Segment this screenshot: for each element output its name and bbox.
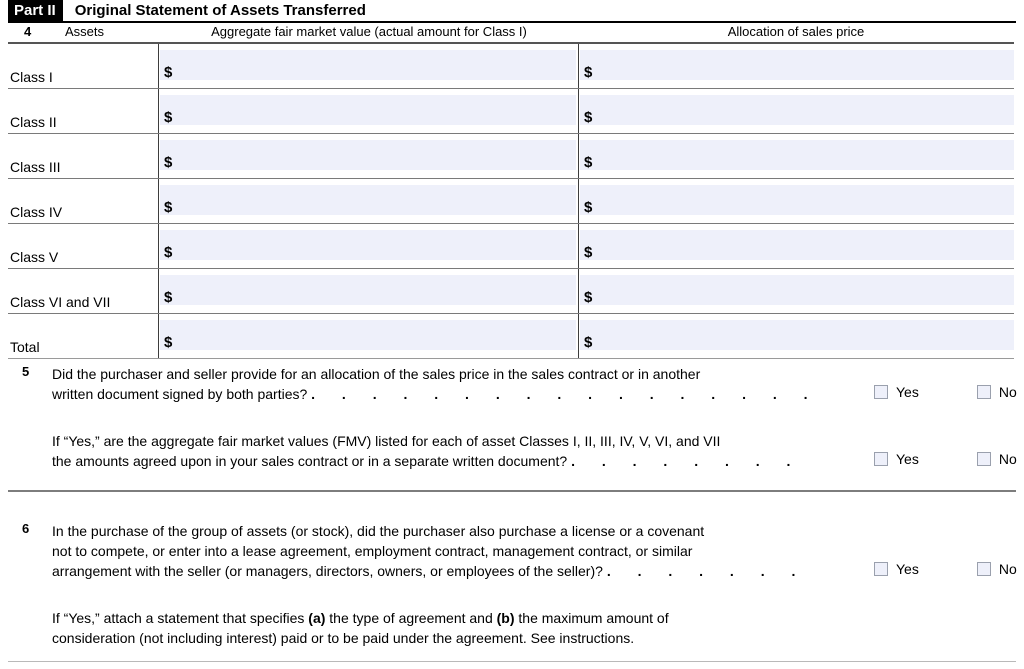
fmv-input-class-vi-vii[interactable] (160, 275, 576, 305)
checkbox-no-label: No (998, 451, 1017, 467)
checkbox-yes[interactable] (874, 562, 888, 576)
checkbox-yes[interactable] (874, 452, 888, 466)
allocation-input-total[interactable] (580, 320, 1014, 350)
question-6-sub-text (52, 608, 864, 648)
checkbox-no[interactable] (977, 562, 991, 576)
question-6-sub-line-1c: the maximum amount of (514, 610, 669, 626)
dollar-sign-icon: $ (164, 289, 173, 306)
section-separator-1 (8, 490, 1016, 492)
fmv-input-class-iii[interactable] (160, 140, 576, 170)
part-ii-header (8, 0, 1016, 22)
question-6-sub-line-1a: If “Yes,” attach a statement that specifies (52, 610, 309, 626)
table-row (8, 179, 1014, 224)
dollar-sign-icon: $ (164, 199, 173, 216)
question-5-sub-line-1: If “Yes,” are the aggregate fair market values (FMV) listed for each of asset Classes I, II, III, IV, V, VI, and VII (52, 433, 721, 449)
question-6-leaders: . . . . . . . (606, 563, 807, 579)
question-5-text (52, 364, 864, 404)
allocation-input-class-ii[interactable] (580, 95, 1014, 125)
question-6-sub-line-2: consideration (not including interest) paid or to be paid under the agreement. See instructions. (52, 630, 635, 646)
row-label: Class I (10, 69, 53, 85)
question-6-line-3: arrangement with the seller (or managers, directors, owners, or employees of the seller)? (52, 563, 603, 579)
question-5-sub-answers (874, 451, 1017, 467)
question-5-no-option[interactable] (977, 384, 1017, 400)
row-label: Class V (10, 249, 59, 265)
checkbox-yes-label: Yes (896, 451, 919, 467)
dollar-sign-icon: $ (584, 199, 593, 216)
fmv-input-class-ii[interactable] (160, 95, 576, 125)
part-title: Original Statement of Assets Transferred (74, 2, 366, 19)
table-column-headers (8, 23, 1014, 42)
question-6-sub-line-1b: the type of agreement and (325, 610, 497, 626)
question-5-sub-leaders: . . . . . . . . (571, 453, 802, 469)
assets-table (8, 23, 1014, 359)
dollar-sign-icon: $ (584, 64, 593, 81)
question-6-yes-option[interactable] (874, 561, 919, 577)
question-5-answers (874, 384, 1017, 400)
allocation-input-class-vi-vii[interactable] (580, 275, 1014, 305)
table-body (8, 44, 1014, 359)
row-label: Class II (10, 114, 57, 130)
question-6-text (52, 521, 864, 581)
checkbox-yes-label: Yes (896, 561, 919, 577)
question-5-sub-text (52, 431, 864, 471)
row-label: Class III (10, 159, 61, 175)
dollar-sign-icon: $ (584, 244, 593, 261)
table-row-total (8, 314, 1014, 359)
checkbox-no-label: No (998, 384, 1017, 400)
question-6-answers (874, 561, 1017, 577)
part-number-badge: Part II (8, 0, 63, 22)
dollar-sign-icon: $ (164, 64, 173, 81)
question-5-sub-yes-option[interactable] (874, 451, 919, 467)
question-5-line-1: Did the purchaser and seller provide for an allocation of the sales price in the sales contract or in another (52, 366, 701, 382)
question-5-sub-no-option[interactable] (977, 451, 1017, 467)
column-header-allocation: Allocation of sales price (727, 24, 865, 39)
table-row (8, 89, 1014, 134)
line-4-number: 4 (24, 24, 32, 39)
dollar-sign-icon: $ (584, 109, 593, 126)
checkbox-no[interactable] (977, 452, 991, 466)
allocation-input-class-iv[interactable] (580, 185, 1014, 215)
dollar-sign-icon: $ (164, 154, 173, 171)
fmv-input-class-i[interactable] (160, 50, 576, 80)
question-5-yes-option[interactable] (874, 384, 919, 400)
dollar-sign-icon: $ (584, 334, 593, 351)
allocation-input-class-i[interactable] (580, 50, 1014, 80)
question-6-line-2: not to compete, or enter into a lease agreement, employment contract, management contract, or similar (52, 543, 693, 559)
question-6-no-option[interactable] (977, 561, 1017, 577)
question-5-leaders: . . . . . . . . . . . . . . . . . (311, 386, 820, 402)
dollar-sign-icon: $ (164, 109, 173, 126)
fmv-input-total[interactable] (160, 320, 576, 350)
question-5-number: 5 (22, 364, 30, 379)
row-label: Class VI and VII (10, 294, 111, 310)
question-5-line-2: written document signed by both parties? (52, 386, 308, 402)
question-6-number: 6 (22, 521, 30, 536)
fmv-input-class-iv[interactable] (160, 185, 576, 215)
section-separator-2 (8, 661, 1016, 662)
checkbox-yes[interactable] (874, 385, 888, 399)
row-label: Total (10, 339, 40, 355)
table-row (8, 269, 1014, 314)
question-6-sub-bold-a: (a) (308, 610, 326, 626)
checkbox-no[interactable] (977, 385, 991, 399)
dollar-sign-icon: $ (584, 289, 593, 306)
table-row (8, 44, 1014, 89)
table-row (8, 134, 1014, 179)
checkbox-yes-label: Yes (896, 384, 919, 400)
column-header-assets: Assets (65, 24, 105, 39)
question-5-sub-line-2: the amounts agreed upon in your sales contract or in a separate written document? (52, 453, 568, 469)
column-header-fmv: Aggregate fair market value (actual amount for Class I) (211, 24, 527, 39)
question-6-sub-bold-b: (b) (496, 610, 515, 626)
dollar-sign-icon: $ (584, 154, 593, 171)
checkbox-no-label: No (998, 561, 1017, 577)
dollar-sign-icon: $ (164, 334, 173, 351)
row-label: Class IV (10, 204, 63, 220)
allocation-input-class-v[interactable] (580, 230, 1014, 260)
table-row (8, 224, 1014, 269)
question-6-line-1: In the purchase of the group of assets (or stock), did the purchaser also purchase a license or a covenant (52, 523, 705, 539)
dollar-sign-icon: $ (164, 244, 173, 261)
allocation-input-class-iii[interactable] (580, 140, 1014, 170)
fmv-input-class-v[interactable] (160, 230, 576, 260)
